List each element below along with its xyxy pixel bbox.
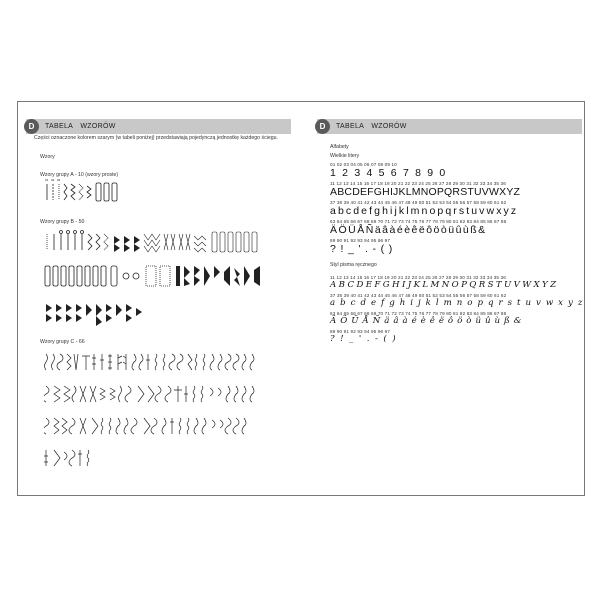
group-c-row-3 (44, 414, 284, 440)
script-punctuation-numbers: 89 90 91 92 93 94 95 96 97 (330, 329, 391, 334)
script-lowercase-numbers: 37 38 39 40 41 42 43 44 45 46 47 48 49 50 51 52 53 54 55 56 57 58 59 60 61 62 (330, 293, 507, 298)
script-label: Styl pisma ręcznego (330, 262, 377, 268)
group-b-label: Wzory grupy B - 50 (40, 219, 85, 225)
right-header-title (336, 123, 412, 130)
left-header (26, 119, 291, 134)
digits-glyphs: 1 2 3 4 5 6 7 8 9 0 (330, 167, 447, 179)
accented-numbers: 63 64 65 66 67 68 69 70 71 72 73 74 75 76 77 78 79 80 81 82 83 84 85 86 87 88 (330, 219, 507, 224)
group-b-row-1 (44, 226, 284, 256)
right-header (317, 119, 582, 134)
group-c-row-1 (44, 350, 284, 376)
lowercase-numbers: 37 38 39 40 41 42 43 44 45 46 47 48 49 50 51 52 53 54 55 56 57 58 59 60 61 62 (330, 200, 507, 205)
section-badge-icon: D (315, 119, 330, 134)
punctuation-numbers: 89 90 91 92 93 94 95 96 97 (330, 238, 391, 243)
manual-spread (17, 101, 588, 496)
accented-glyphs: ÄÖÜÅÑäâàéèêëôöòüûùß& (330, 224, 487, 236)
group-b-row-2 (44, 262, 284, 290)
group-a-label: Wzory grupy A - 10 (wzory proste) (40, 172, 119, 178)
script-accented-glyphs: ÄÖÜÅÑäâàéèêëôöòüûùß& (330, 316, 526, 326)
alphabets-label: Alfabety (330, 144, 349, 150)
group-c-row-2 (44, 382, 284, 408)
header-word-1: TABELA (45, 123, 74, 130)
header-word-2: WZORÓW (371, 123, 407, 130)
right-page (306, 102, 588, 495)
group-a-stitches (44, 178, 134, 206)
section-badge-icon: D (24, 119, 39, 134)
header-word-2: WZORÓW (80, 123, 116, 130)
intro-note: Części oznaczone kolorem szarym (w tabeli poniżej) przedstawiają pojedynczą jednostkę każdego ściegu. (34, 135, 278, 141)
script-punctuation-glyphs: ?!_'.-() (330, 334, 402, 344)
section-label: Wzory (40, 154, 55, 160)
script-lowercase-glyphs: abcdefghijklmnopqrstuvwxyz (330, 298, 588, 308)
digits-numbers: 01 02 03 04 05 06 07 08 09 10 (330, 162, 397, 167)
left-page (18, 102, 300, 495)
group-c-row-4 (44, 446, 144, 472)
group-b-row-3 (44, 298, 284, 328)
uppercase-glyphs: ABCDEFGHIJKLMNOPQRSTUVWXYZ (330, 186, 521, 198)
script-uppercase-glyphs: ABCDEFGHIJKLMNOPQRSTUVWXYZ (330, 280, 559, 290)
uppercase-numbers: 11 12 13 14 15 16 17 18 19 20 21 22 23 24 25 26 27 28 29 30 31 32 33 34 35 36 (330, 181, 506, 186)
lowercase-glyphs: abcdefghijklmnopqrstuvwxyz (330, 205, 519, 217)
svg-text:01: 01 (45, 178, 49, 182)
uppercase-label: Wielkie litery (330, 153, 360, 159)
punctuation-glyphs: ?!_'.-() (330, 243, 397, 255)
left-header-title (45, 123, 121, 130)
svg-text:02: 02 (51, 178, 55, 182)
script-uppercase-numbers: 11 12 13 14 15 16 17 18 19 20 21 22 23 24 25 26 27 28 29 30 31 32 33 34 35 36 (330, 275, 506, 280)
group-c-label: Wzory grupy C - 66 (40, 339, 85, 345)
script-accented-numbers: 63 64 65 66 67 68 69 70 71 72 73 74 75 76 77 78 79 80 81 82 83 84 85 86 87 88 (330, 311, 507, 316)
svg-text:03: 03 (57, 178, 61, 182)
header-word-1: TABELA (336, 123, 365, 130)
